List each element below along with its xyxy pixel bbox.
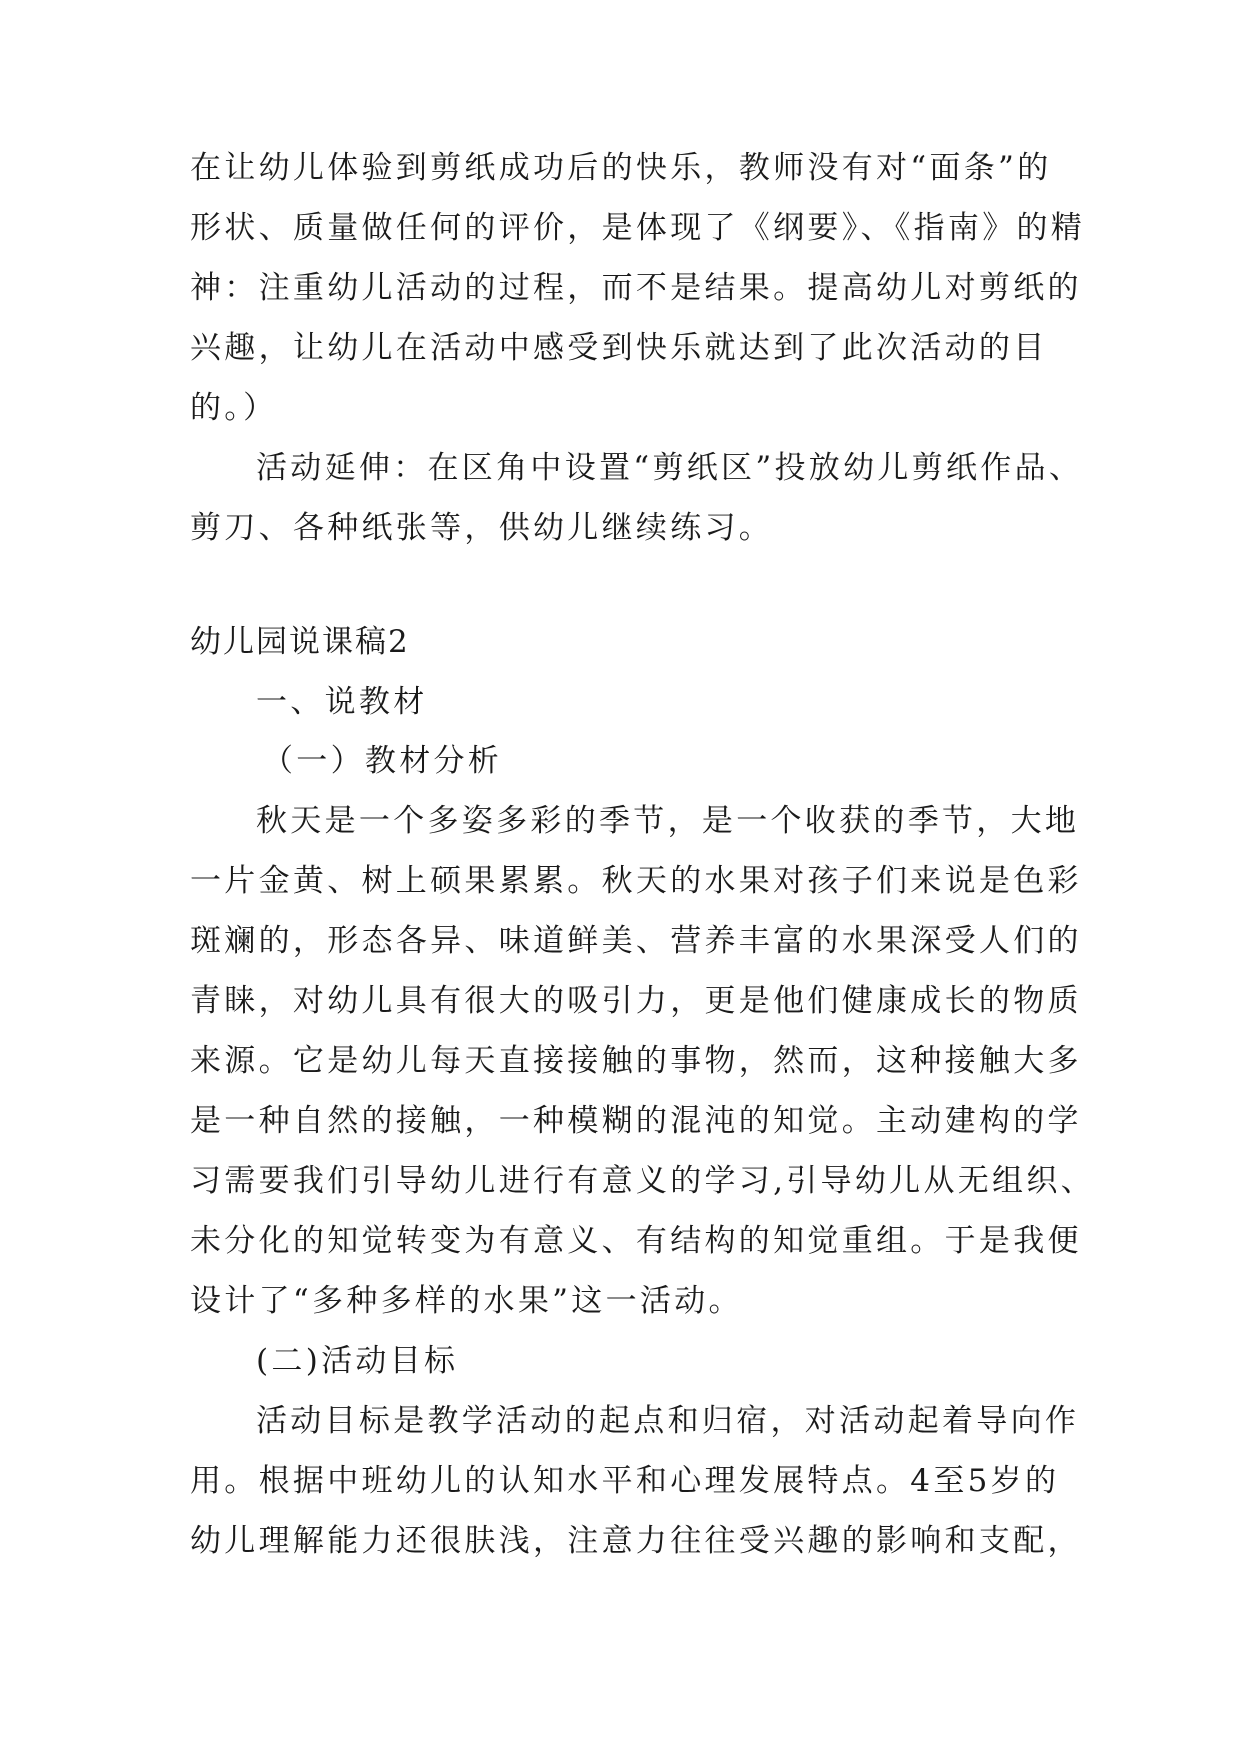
paragraph-line: 的。） [190, 390, 278, 426]
paragraph-line: 设计了“多种多样的水果”这一活动。 [190, 1283, 743, 1319]
paragraph-line: 兴趣，让幼儿在活动中感受到快乐就达到了此次活动的目 [190, 330, 1048, 366]
paragraph-line: 在让幼儿体验到剪纸成功后的快乐，教师没有对“面条”的 [190, 150, 1052, 186]
paragraph-line: 神：注重幼儿活动的过程，而不是结果。提高幼儿对剪纸的 [190, 270, 1082, 306]
paragraph-line: 一片金黄、树上硕果累累。秋天的水果对孩子们来说是色彩 [190, 863, 1082, 899]
paragraph-line: 形状、质量做任何的评价，是体现了《纲要》、《指南》的精 [190, 210, 1086, 246]
paragraph-line: 用。根据中班幼儿的认知水平和心理发展特点。4至5岁的 [190, 1463, 1060, 1499]
paragraph-line: 来源。它是幼儿每天直接接触的事物，然而，这种接触大多 [190, 1043, 1082, 1079]
paragraph-line: 剪刀、各种纸张等，供幼儿继续练习。 [190, 510, 774, 546]
paragraph-line: 活动延伸：在区角中设置“剪纸区”投放幼儿剪纸作品、 [256, 450, 1084, 486]
heading-level-1: 一、说教材 [256, 684, 428, 720]
paragraph-line: 未分化的知觉转变为有意义、有结构的知觉重组。于是我便 [190, 1223, 1082, 1259]
paragraph-line: 青睐，对幼儿具有很大的吸引力，更是他们健康成长的物质 [190, 983, 1082, 1019]
paragraph-line: 秋天是一个多姿多彩的季节，是一个收获的季节，大地 [256, 803, 1080, 839]
heading-level-2: (二)活动目标 [256, 1343, 459, 1379]
section-title: 幼儿园说课稿2 [190, 624, 410, 660]
paragraph-line: 斑斓的，形态各异、味道鲜美、营养丰富的水果深受人们的 [190, 923, 1082, 959]
paragraph-line: 活动目标是教学活动的起点和归宿，对活动起着导向作 [256, 1403, 1080, 1439]
heading-level-2: （一）教材分析 [262, 743, 503, 779]
paragraph-line: 习需要我们引导幼儿进行有意义的学习,引导幼儿从无组织、 [190, 1163, 1095, 1199]
paragraph-line: 幼儿理解能力还很肤浅，注意力往往受兴趣的影响和支配， [190, 1523, 1082, 1559]
paragraph-line: 是一种自然的接触，一种模糊的混沌的知觉。主动建构的学 [190, 1103, 1082, 1139]
